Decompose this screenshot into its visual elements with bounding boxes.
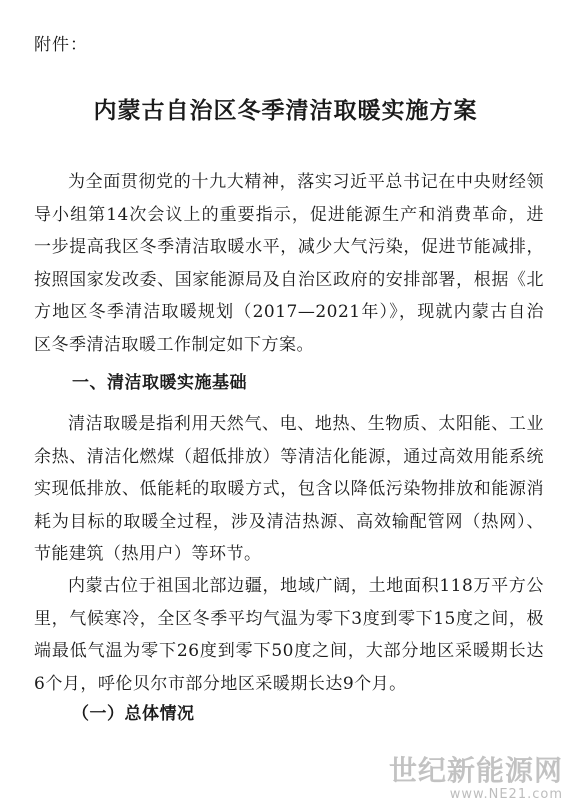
document-title: 内蒙古自治区冬季清洁取暖实施方案: [93, 98, 478, 124]
attachment-label: 附件：: [34, 35, 88, 55]
intro-paragraph: 为全面贯彻党的十九大精神，落实习近平总书记在中央财经领导小组第14次会议上的重要指示，促进能源生产和消费革命，进一步提高我区冬季清洁取暖水平，减少大气污染，促进节能减排，按照国家发改委、国家能源局及自治区政府的安排部署，根据《北方地区冬季清洁取暖规划（2017—2021年）》，现就内蒙古自治区冬季清洁取暖工作制定如下方案。: [34, 172, 544, 355]
clean-heating-definition-paragraph: 清洁取暖是指利用天然气、电、地热、生物质、太阳能、工业余热、清洁化燃煤（超低排放）等清洁化能源，通过高效用能系统实现低排放、低能耗的取暖方式，包含以降低污染物排放和能源消耗为目标的取暖全过程，涉及清洁热源、高效输配管网（热网）、节能建筑（热用户）等环节。: [34, 414, 544, 564]
site-watermark: [389, 755, 563, 802]
section-heading: 一、清洁取暖实施基础: [72, 373, 247, 393]
inner-mongolia-overview-paragraph: 内蒙古位于祖国北部边疆，地域广阔，土地面积118万平方公里，气候寒冷，全区冬季平均气温为零下3度到零下15度之间，极端最低气温为零下26度到零下50度之间，大部分地区采暖期长达6个月，呼伦贝尔市部分地区采暖期长达9个月。: [34, 576, 544, 694]
watermark-url: www.NE21.com: [449, 787, 563, 802]
subsection-heading: （一）总体情况: [72, 704, 195, 724]
watermark-text: 世纪新能源网: [388, 754, 563, 787]
